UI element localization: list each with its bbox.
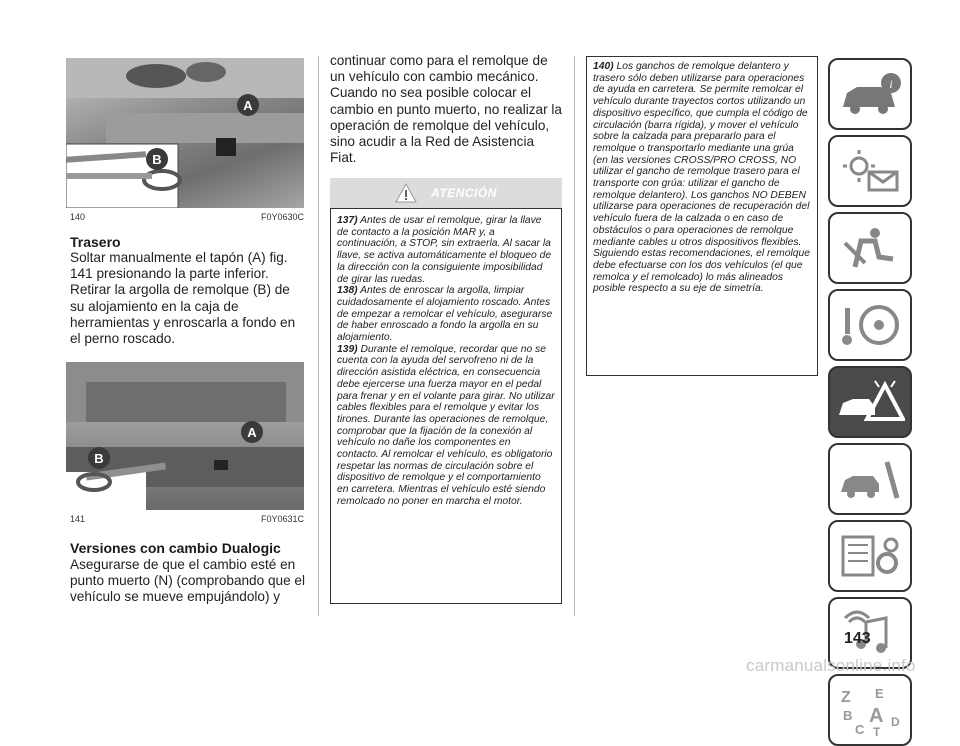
warning-note: [337, 285, 555, 344]
trasero-paragraph: Soltar manualmente el tapón (A) fig. 141 presionando la parte inferior. Retirar la argolla de remolque (B) de su alojamiento en la caja de herramientas y enroscarla a fondo en el perno roscado.: [70, 250, 296, 347]
tab-index[interactable]: [828, 674, 912, 746]
index-letters-icon: [835, 682, 905, 738]
page-number: 143: [844, 630, 871, 647]
tab-safety[interactable]: [828, 212, 912, 284]
figure-code: F0Y0630C: [260, 212, 304, 222]
col2-paragraph: continuar como para el remolque de un vehículo con cambio mecánico. Cuando no sea posible colocar el cambio en punto muerto, no realizar la operación de remolque del vehículo, sino acudir a la Red de Asistencia Fiat.: [330, 53, 562, 166]
note-text: Los ganchos de remolque delantero y trasero sólo deben utilizarse para operaciones de ayuda en carretera. Se permite remolcar el vehículo durante trayectos cortos utilizando un dispositivo específico, que cumpla el código de circulación (barra rígida), y mover el vehículo sobre la calzada para prepararlo para el remolque o transportarlo mediante una grúa (en las versiones CROSS/PRO CROSS, NO utilizar el gancho de remolque trasero para el transporte con grúa: utilizar el gancho de remolque delantero). Los ganchos NO DEBEN utilizarse para operaciones de recuperación del vehículo fuera de la calzada o en caso de obstáculos o para operaciones de remolque mediante cables u otros dispositivos flexibles. Siguiendo estas recomendaciones, el remolque debe efectuarse con los dos vehículos (el que remolca y el remolcado) lo más alineados posible respecto a su eje de simetría.: [593, 61, 810, 295]
specs-gear-icon: [835, 531, 905, 581]
section-heading-dualogic: Versiones con cambio Dualogic: [70, 540, 281, 556]
callout-b-label: B: [152, 152, 162, 167]
warning-header: [330, 178, 562, 208]
airbag-seat-icon: [835, 223, 905, 273]
index-letter: D: [891, 715, 900, 729]
note-number: 140): [593, 61, 614, 72]
callout-a-label: A: [247, 425, 257, 440]
car-maintenance-icon: [835, 454, 905, 504]
tab-warning-lights[interactable]: [828, 135, 912, 207]
emergency-triangle-icon: [835, 377, 905, 427]
car-info-icon: [835, 69, 905, 119]
note-text: Durante el remolque, recordar que no se cuenta con la ayuda del servofreno ni de la dirección asistida eléctrica, en consecuencia debe ejercerse una fuerza mayor en el pedal para frenar y en el volante para girar. No utilizar cables flexibles para el remolque y evitar los tirones. Durante las operaciones de remolque, comprobar que la fijación de la conexión al vehículo no dañe los componentes en contacto. Al remolcar el vehículo, es obligatorio respetar las normas de circulación sobre el dispositivo de remolque y el comportamiento en carretera. Mientras el vehículo esté siendo remolcado no poner en marcha el motor.: [337, 343, 555, 507]
steering-key-icon: [835, 300, 905, 350]
warning-note: [337, 215, 555, 285]
callout-b-label: B: [94, 451, 104, 466]
warning-box: [330, 208, 562, 604]
tab-maintenance[interactable]: [828, 443, 912, 515]
figure-code: F0Y0631C: [260, 514, 304, 524]
note-text: Antes de enroscar la argolla, limpiar cuidadosamente el alojamiento roscado. Antes de empezar a remolcar el vehículo, asegurarse de haber enroscado a fondo la argolla en su alojamiento.: [337, 285, 553, 344]
callout-a-label: A: [243, 98, 253, 113]
column-divider: [318, 56, 319, 616]
figure-140-caption: [70, 212, 304, 222]
warning-box-continued: [586, 56, 818, 376]
note-number: 137): [337, 215, 358, 226]
tab-car-info[interactable]: [828, 58, 912, 130]
tab-starting-driving[interactable]: [828, 289, 912, 361]
index-letter: Z: [841, 689, 851, 706]
index-letter: B: [843, 708, 853, 723]
tab-technical-data[interactable]: [828, 520, 912, 592]
figure-140-image: [66, 58, 304, 208]
tow-hook-illustration: [66, 58, 304, 208]
figure-141-caption: [70, 514, 304, 524]
index-letter: E: [875, 686, 884, 701]
warning-note: [593, 61, 811, 295]
dualogic-paragraph: Asegurarse de que el cambio esté en punto muerto (N) (comprobando que el vehículo se mueve empujándolo) y: [70, 557, 305, 605]
warning-lights-icon: [835, 146, 905, 196]
note-number: 138): [337, 285, 358, 297]
note-text: Antes de usar el remolque, girar la llave de contacto a la posición MAR y, a continuación, a STOP, sin extraerla. Al sacar la llave, se activa automáticamente el bloqueo de la dirección con la consiguiente imposibilidad de girar las ruedas.: [337, 215, 552, 285]
warning-note: [337, 344, 555, 508]
column-divider: [574, 56, 575, 616]
index-letter: A: [869, 705, 884, 727]
section-heading-trasero: Trasero: [70, 234, 121, 250]
warning-title: ATENCIÓN: [431, 186, 497, 200]
note-number: 139): [337, 343, 358, 355]
figure-141-image: [66, 362, 304, 510]
index-letter: T: [873, 725, 881, 738]
index-letter: C: [855, 722, 865, 737]
figure-number: 141: [70, 514, 86, 524]
rear-bumper-illustration: [66, 362, 304, 510]
footer-watermark: carmanualsonline.info: [746, 656, 916, 675]
tab-emergency[interactable]: [828, 366, 912, 438]
figure-number: 140: [70, 212, 86, 222]
warning-triangle-icon: [395, 183, 417, 203]
svg-text:i: i: [889, 77, 893, 91]
